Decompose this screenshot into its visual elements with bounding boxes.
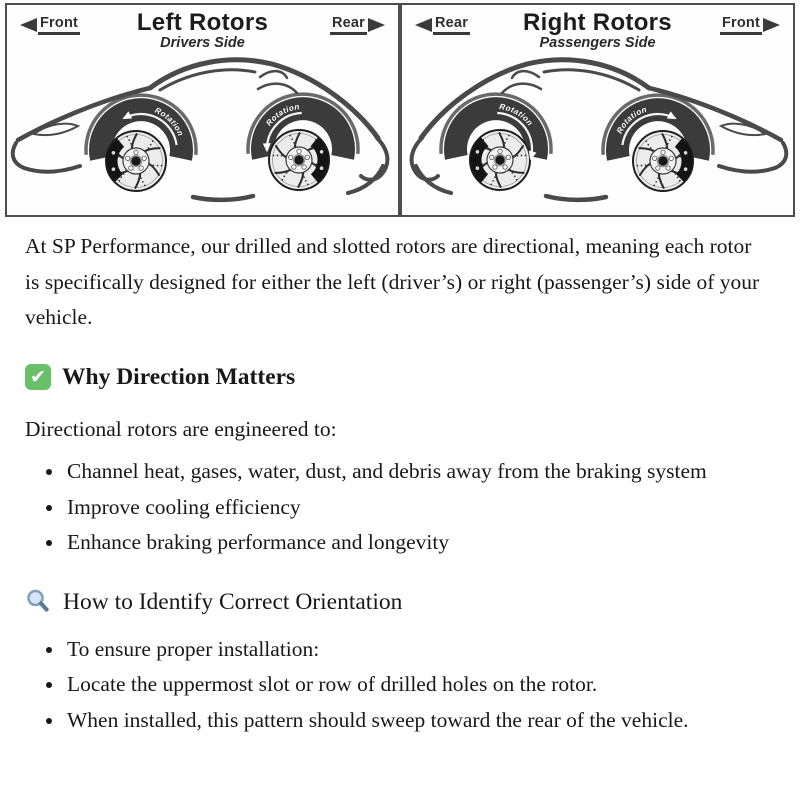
rotor-direction-diagram [5, 3, 795, 217]
list-item: • To ensure proper installation: [65, 632, 765, 668]
direction-label-text: Rear [433, 15, 470, 35]
identify-steps-list [25, 632, 765, 739]
section-title: Why Direction Matters [62, 363, 296, 390]
rotation-label: Rotation [498, 102, 535, 128]
right-car-illustration [402, 48, 792, 216]
arrow-right-icon [368, 18, 385, 32]
rotation-label: Rotation [153, 105, 186, 138]
article-body [0, 217, 800, 738]
right-rotors-panel [400, 3, 795, 217]
list-item: • Enhance braking performance and longevity [65, 525, 765, 561]
section-title: How to Identify Correct Orientation [63, 588, 403, 615]
left-rotors-panel [5, 3, 400, 217]
identify-orientation-heading [25, 587, 770, 617]
panel-title: Right Rotors [523, 9, 672, 36]
left-car-illustration [7, 48, 397, 216]
intro-paragraph: At SP Performance, our drilled and slotted rotors are directional, meaning each rotor is specifically designed for either the left (driver’s) or right (passenger’s) side of your vehicle. [25, 234, 760, 329]
direction-label-text: Rear [330, 15, 367, 35]
magnifying-glass-icon [25, 588, 52, 615]
panel-subtitle: Drivers Side [160, 35, 245, 51]
list-item: • Locate the uppermost slot or row of drilled holes on the rotor. [65, 667, 765, 703]
panel-title: Left Rotors [136, 9, 269, 36]
list-item: • When installed, this pattern should sweep toward the rear of the vehicle. [65, 703, 765, 739]
list-item: • Improve cooling efficiency [65, 490, 765, 526]
why-direction-matters-heading [25, 362, 770, 392]
panel-subtitle: Passengers Side [539, 35, 656, 51]
direction-label-text: Front [38, 15, 80, 35]
list-item: • Channel heat, gases, water, dust, and debris away from the braking system [65, 454, 765, 490]
direction-label-text: Front [720, 15, 762, 35]
rotation-label: Rotation [614, 104, 648, 136]
front-direction-label [720, 15, 780, 35]
rotation-label: Rotation [264, 102, 301, 128]
rear-direction-label [330, 15, 385, 35]
engineered-to-lead: Directional rotors are engineered to: [25, 416, 337, 441]
check-mark-icon: ✔ [25, 364, 51, 390]
benefits-list [25, 454, 765, 561]
arrow-right-icon [763, 18, 780, 32]
